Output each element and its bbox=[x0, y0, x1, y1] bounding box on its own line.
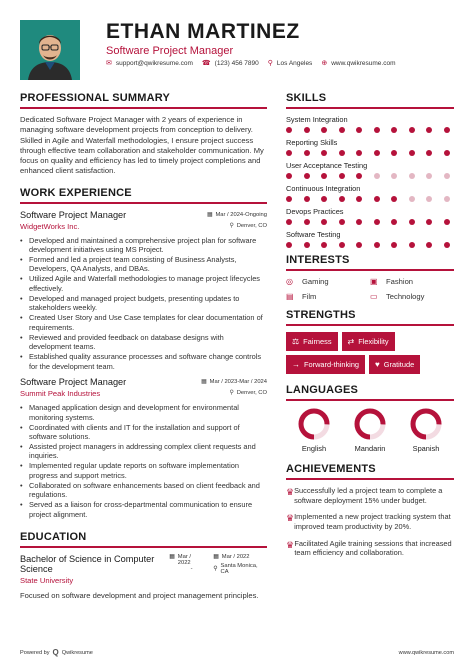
list-item: • Created User Story and Use Case templates for clear documentation of requirements. bbox=[20, 313, 267, 332]
skill-row bbox=[286, 230, 454, 248]
rating-dot bbox=[444, 196, 450, 202]
left-column bbox=[20, 92, 267, 601]
interest-item: ▤ Film bbox=[286, 292, 317, 301]
list-item: • Established quality assurance processes and software change controls for the development team. bbox=[20, 352, 267, 371]
trophy-icon: ♛ bbox=[286, 513, 295, 524]
rating-dot bbox=[339, 127, 345, 133]
interest-item: ▭ Technology bbox=[370, 292, 425, 301]
achievement-item: ♛ Implemented a new project tracking system that improved team productivity by 20%. bbox=[286, 512, 451, 531]
rating-dot bbox=[391, 196, 397, 202]
contact-email[interactable]: ✉ support@qwikresume.com bbox=[106, 59, 193, 67]
list-item: • Formed and led a project team consisting of Business Analysts, Developers, QA Analysts, and DBAs. bbox=[20, 255, 267, 274]
location-pin-icon: ⚲ bbox=[267, 60, 273, 67]
trophy-icon: ♛ bbox=[286, 539, 295, 550]
rating-dot bbox=[426, 127, 432, 133]
summary-heading: PROFESSIONAL SUMMARY bbox=[20, 92, 267, 109]
interests-heading: INTERESTS bbox=[286, 254, 454, 271]
heart-icon: ♥ bbox=[375, 360, 380, 369]
rating-dot bbox=[321, 150, 327, 156]
rating-dot bbox=[356, 173, 362, 179]
rating-dot bbox=[339, 173, 345, 179]
brand-name[interactable]: Qwikresume bbox=[61, 649, 93, 656]
rating-dot bbox=[286, 173, 292, 179]
location-pin-icon: ⚲ bbox=[229, 222, 234, 229]
achievements-heading: ACHIEVEMENTS bbox=[286, 463, 454, 480]
skills-list bbox=[286, 115, 454, 248]
contact-location: ⚲ Los Angeles bbox=[267, 59, 313, 67]
job-dates: Mar / 2024-Ongoing bbox=[215, 211, 267, 218]
language-ring bbox=[409, 407, 443, 441]
strengths-list bbox=[286, 332, 454, 374]
candidate-title: Software Project Manager bbox=[106, 45, 234, 57]
degree-title: Bachelor of Science in Computer Science bbox=[20, 554, 155, 575]
rating-dot bbox=[304, 196, 310, 202]
rating-dot bbox=[426, 242, 432, 248]
skill-label: Continuous Integration bbox=[286, 184, 361, 193]
rating-dot bbox=[391, 173, 397, 179]
rating-dot bbox=[391, 242, 397, 248]
skill-rating bbox=[286, 150, 454, 156]
job-company: WidgetWorks Inc. bbox=[20, 221, 80, 231]
rating-dot bbox=[409, 150, 415, 156]
rating-dot bbox=[304, 242, 310, 248]
rating-dot bbox=[374, 150, 380, 156]
rating-dot bbox=[339, 150, 345, 156]
rating-dot bbox=[356, 150, 362, 156]
skill-label: Reporting Skills bbox=[286, 138, 338, 147]
skill-row bbox=[286, 207, 454, 225]
skill-row bbox=[286, 115, 454, 133]
education-description: Focused on software development and project management principles. bbox=[20, 591, 259, 601]
email-icon: ✉ bbox=[106, 60, 112, 67]
list-item: • Developed and managed project budgets, presenting updates to stakeholders weekly. bbox=[20, 294, 267, 313]
list-item: • Assisted project managers in addressing complex client requests and inquiries. bbox=[20, 442, 267, 461]
footer bbox=[20, 648, 454, 657]
rating-dot bbox=[286, 127, 292, 133]
list-item: • Implemented regular update reports on software implementation progress and support metrics. bbox=[20, 461, 267, 480]
location-pin-icon: ⚲ bbox=[213, 566, 218, 573]
calendar-icon: ▦ bbox=[169, 554, 175, 561]
job-dates: Mar / 2023-Mar / 2024 bbox=[209, 379, 267, 386]
rating-dot bbox=[426, 219, 432, 225]
rating-dot bbox=[374, 173, 380, 179]
globe-icon: ⊕ bbox=[321, 60, 328, 67]
rating-dot bbox=[374, 242, 380, 248]
rating-dot bbox=[356, 242, 362, 248]
powered-by: Powered by Q Qwikresume bbox=[20, 648, 93, 657]
contact-website[interactable]: ⊕ www.qwikresume.com bbox=[321, 59, 396, 67]
rating-dot bbox=[304, 150, 310, 156]
rating-dot bbox=[286, 242, 292, 248]
edu-location: Santa Monica, CA bbox=[220, 563, 258, 576]
rating-dot bbox=[409, 196, 415, 202]
language-item bbox=[297, 407, 331, 453]
edu-start: Mar / 2022 bbox=[177, 554, 191, 567]
skill-rating bbox=[286, 173, 454, 179]
language-ring bbox=[353, 407, 387, 441]
job-entry bbox=[20, 377, 267, 519]
rating-dot bbox=[409, 242, 415, 248]
rating-dot bbox=[426, 196, 432, 202]
rating-dot bbox=[321, 173, 327, 179]
rating-dot bbox=[426, 173, 432, 179]
language-ring bbox=[297, 407, 331, 441]
languages-list bbox=[286, 407, 454, 453]
laptop-icon: ▭ bbox=[370, 292, 378, 301]
list-item: • Served as a liaison for cross-departmental communication to ensure project alignment. bbox=[20, 500, 267, 519]
rating-dot bbox=[444, 150, 450, 156]
rating-dot bbox=[391, 219, 397, 225]
phone-icon: ☎ bbox=[201, 60, 211, 67]
interest-item: ◎ Gaming bbox=[286, 277, 329, 286]
rating-dot bbox=[444, 173, 450, 179]
rating-dot bbox=[321, 242, 327, 248]
rating-dot bbox=[426, 150, 432, 156]
achievement-item: ♛ Successfully led a project team to complete a software deployment 15% under budget. bbox=[286, 486, 443, 505]
experience-heading: WORK EXPERIENCE bbox=[20, 187, 267, 204]
list-item: • Managed application design and development for environmental monitoring systems. bbox=[20, 403, 267, 422]
list-item: • Utilized Agile and Waterfall methodologies to manage project lifecycles effectively. bbox=[20, 274, 267, 293]
rating-dot bbox=[286, 219, 292, 225]
arrows-icon: ⇄ bbox=[347, 337, 355, 346]
skill-label: Devops Practices bbox=[286, 207, 344, 216]
arrow-right-icon: → bbox=[292, 360, 300, 369]
film-icon: ▤ bbox=[286, 292, 294, 301]
rating-dot bbox=[321, 219, 327, 225]
rating-dot bbox=[409, 127, 415, 133]
rating-dot bbox=[304, 127, 310, 133]
strength-tag: ♥ Gratitude bbox=[369, 355, 420, 374]
rating-dot bbox=[286, 150, 292, 156]
rating-dot bbox=[374, 219, 380, 225]
skill-rating bbox=[286, 127, 454, 133]
strength-tag: → Forward-thinking bbox=[286, 355, 365, 374]
resume-header bbox=[20, 20, 454, 82]
scale-icon: ⚖ bbox=[292, 337, 300, 346]
job-title: Software Project Manager bbox=[20, 209, 127, 220]
footer-website[interactable]: www.qwikresume.com bbox=[398, 649, 454, 656]
language-name: Spanish bbox=[412, 444, 440, 453]
language-name: English bbox=[301, 444, 327, 453]
rating-dot bbox=[356, 127, 362, 133]
skills-heading: SKILLS bbox=[286, 92, 454, 109]
rating-dot bbox=[304, 173, 310, 179]
right-column bbox=[286, 92, 454, 565]
strength-tag: ⇄ Flexibility bbox=[342, 332, 395, 351]
calendar-icon: ▦ bbox=[213, 554, 219, 561]
skill-rating bbox=[286, 242, 454, 248]
job-location: Denver, CO bbox=[236, 222, 267, 229]
skill-rating bbox=[286, 196, 454, 202]
interest-item: ▣ Fashion bbox=[370, 277, 414, 286]
rating-dot bbox=[409, 173, 415, 179]
strength-tag: ⚖ Fairness bbox=[286, 332, 338, 351]
rating-dot bbox=[321, 127, 327, 133]
contact-bar bbox=[106, 59, 404, 67]
job-location: Denver, CO bbox=[236, 390, 267, 397]
job-entry bbox=[20, 210, 267, 372]
avatar bbox=[20, 20, 80, 80]
interests-list bbox=[286, 277, 454, 301]
rating-dot bbox=[391, 127, 397, 133]
list-item: • Collaborated on software enhancements based on client feedback and regulations. bbox=[20, 481, 267, 500]
edu-end: Mar / 2022 bbox=[221, 554, 250, 561]
trophy-icon: ♛ bbox=[286, 487, 295, 497]
rating-dot bbox=[339, 196, 345, 202]
rating-dot bbox=[339, 242, 345, 248]
rating-dot bbox=[374, 127, 380, 133]
rating-dot bbox=[321, 196, 327, 202]
job-bullets bbox=[20, 236, 267, 372]
education-meta: ▦ Mar / 2022 - ▦ Mar / 2022 ⚲ Santa Monica, CA bbox=[169, 554, 267, 575]
job-company: Summit Peak Industries bbox=[20, 389, 101, 399]
languages-heading: LANGUAGES bbox=[286, 384, 454, 401]
skill-label: System Integration bbox=[286, 115, 348, 124]
list-item: • Developed and maintained a comprehensive project plan for software development initiatives using MS Project. bbox=[20, 236, 267, 255]
rating-dot bbox=[304, 219, 310, 225]
calendar-icon: ▦ bbox=[206, 211, 213, 218]
education-heading: EDUCATION bbox=[20, 531, 267, 548]
skill-label: User Acceptance Testing bbox=[286, 161, 368, 170]
language-name: Mandarin bbox=[354, 444, 386, 453]
list-item: • Reviewed and provided feedback on database designs with development teams. bbox=[20, 333, 267, 352]
job-title: Software Project Manager bbox=[20, 377, 127, 388]
gamepad-icon: ◎ bbox=[286, 277, 293, 286]
calendar-icon: ▦ bbox=[201, 379, 207, 386]
language-item bbox=[409, 407, 443, 453]
rating-dot bbox=[391, 150, 397, 156]
language-item bbox=[353, 407, 387, 453]
skill-label: Software Testing bbox=[286, 230, 341, 239]
rating-dot bbox=[409, 219, 415, 225]
strengths-heading: STRENGTHS bbox=[286, 309, 454, 326]
rating-dot bbox=[374, 196, 380, 202]
rating-dot bbox=[286, 196, 292, 202]
rating-dot bbox=[339, 219, 345, 225]
skill-row bbox=[286, 161, 454, 179]
achievement-item: ♛ Facilitated Agile training sessions that increased team efficiency and collaboration. bbox=[286, 538, 452, 558]
school-name: State University bbox=[20, 576, 74, 586]
contact-phone[interactable]: ☎ (123) 456 7890 bbox=[201, 59, 259, 67]
job-bullets bbox=[20, 403, 267, 519]
rating-dot bbox=[444, 242, 450, 248]
location-pin-icon: ⚲ bbox=[229, 390, 234, 397]
qwikresume-logo-icon: Q bbox=[52, 648, 59, 657]
rating-dot bbox=[356, 219, 362, 225]
rating-dot bbox=[444, 127, 450, 133]
rating-dot bbox=[356, 196, 362, 202]
rating-dot bbox=[444, 219, 450, 225]
candidate-name: ETHAN MARTINEZ bbox=[106, 20, 300, 43]
list-item: • Coordinated with clients and IT for the installation and support of software solutions. bbox=[20, 423, 267, 442]
skill-row bbox=[286, 138, 454, 156]
skill-rating bbox=[286, 219, 454, 225]
summary-text: Dedicated Software Project Manager with 2 years of experience in managing software development projects from conception to delivery. Skilled in Agile and Waterfall methodologies, I ensure project success through effective team collaboration and stakeholder communication. My focus on quality and efficiency has led to timely project completions and enhanced client satisfaction. bbox=[20, 115, 264, 176]
bag-icon: ▣ bbox=[370, 277, 378, 286]
skill-row bbox=[286, 184, 454, 202]
